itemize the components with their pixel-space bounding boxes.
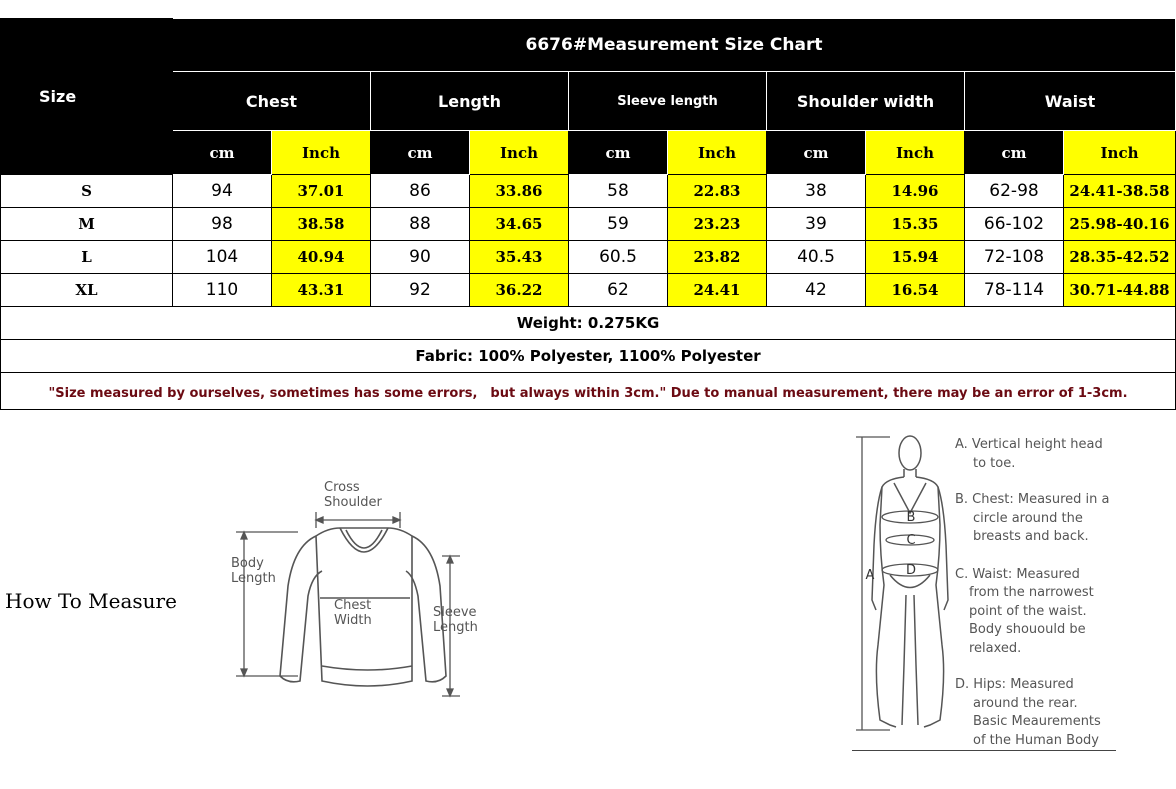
legend-line: point of the waist. xyxy=(969,603,1087,619)
legend-line: to toe. xyxy=(973,455,1016,471)
sleeve-inch-cell: 24.41 xyxy=(668,274,767,307)
sleeve-cm-cell: 59 xyxy=(569,208,668,241)
legend-item-d xyxy=(955,676,1155,750)
unit-cm-header: cm xyxy=(173,131,272,175)
length-cm-cell: 86 xyxy=(371,175,470,208)
chest-cm-cell: 94 xyxy=(173,175,272,208)
waist-inch-cell: 24.41-38.58 xyxy=(1064,175,1176,208)
waist-inch-cell: 30.71-44.88 xyxy=(1064,274,1176,307)
group-header-length: Length xyxy=(371,72,569,131)
chest-width-label-line: Width xyxy=(334,613,372,628)
sleeve-length-label xyxy=(433,605,478,635)
unit-inch-header: Inch xyxy=(668,131,767,175)
cross-shoulder-label-line: Shoulder xyxy=(324,495,382,510)
body-length-label-line: Length xyxy=(231,571,276,586)
unit-cm-header: cm xyxy=(569,131,668,175)
group-header-waist: Waist xyxy=(965,72,1176,131)
legend-line: from the narrowest xyxy=(969,585,1094,600)
chest-inch-cell: 38.58 xyxy=(272,208,371,241)
chest-width-label xyxy=(334,598,372,628)
shoulder-inch-cell: 15.35 xyxy=(866,208,965,241)
size-cell: XL xyxy=(1,274,173,307)
size-cell: L xyxy=(1,241,173,274)
table-row xyxy=(1,208,1176,241)
length-cm-cell: 92 xyxy=(371,274,470,307)
waist-inch-cell: 25.98-40.16 xyxy=(1064,208,1176,241)
legend-line: of the Human Body xyxy=(973,732,1099,748)
size-cell: M xyxy=(1,208,173,241)
how-to-measure-label: How To Measure xyxy=(5,589,177,613)
legend-line: relaxed. xyxy=(969,640,1022,656)
table-row xyxy=(1,274,1176,307)
shoulder-inch-cell: 14.96 xyxy=(866,175,965,208)
legend-line: breasts and back. xyxy=(973,529,1089,544)
sleeve-length-label-line: Sleeve xyxy=(433,605,477,620)
legend-line: Body shouould be xyxy=(969,622,1086,637)
unit-cm-header: cm xyxy=(767,131,866,175)
legend-item-b xyxy=(955,491,1155,547)
sleeve-length-label-line: Length xyxy=(433,620,478,635)
legend-line: circle around the xyxy=(973,510,1083,526)
cross-shoulder-label xyxy=(324,480,382,510)
sweater-measure-illustration xyxy=(228,476,508,706)
chest-cm-cell: 104 xyxy=(173,241,272,274)
legend-line: D. Hips: Measured xyxy=(955,677,1074,692)
legend-line: A. Vertical height head xyxy=(955,437,1103,452)
chest-inch-cell: 40.94 xyxy=(272,241,371,274)
table-row xyxy=(1,175,1176,208)
waist-cm-cell: 66-102 xyxy=(965,208,1064,241)
sleeve-inch-cell: 23.82 xyxy=(668,241,767,274)
legend-line: around the rear. xyxy=(973,695,1078,711)
baseline-divider xyxy=(852,750,1116,751)
measurement-note: "Size measured by ourselves, sometimes has some errors, but always within 3cm." Due to manual measurement, there may be an error of 1-3cm. xyxy=(1,373,1176,410)
chart-title: 6676#Measurement Size Chart xyxy=(173,19,1176,72)
shoulder-cm-cell: 38 xyxy=(767,175,866,208)
length-inch-cell: 33.86 xyxy=(470,175,569,208)
waist-cm-cell: 62-98 xyxy=(965,175,1064,208)
waist-cm-cell: 78-114 xyxy=(965,274,1064,307)
shoulder-cm-cell: 40.5 xyxy=(767,241,866,274)
shoulder-inch-cell: 16.54 xyxy=(866,274,965,307)
length-inch-cell: 35.43 xyxy=(470,241,569,274)
marker-a: A xyxy=(865,568,875,583)
group-header-shoulder-width: Shoulder width xyxy=(767,72,965,131)
legend-line: C. Waist: Measured xyxy=(955,566,1080,582)
group-header-chest: Chest xyxy=(173,72,371,131)
marker-d: D xyxy=(905,563,917,578)
unit-inch-header: Inch xyxy=(272,131,371,175)
waist-inch-cell: 28.35-42.52 xyxy=(1064,241,1176,274)
unit-inch-header: Inch xyxy=(470,131,569,175)
marker-b: B xyxy=(906,510,916,525)
chest-inch-cell: 43.31 xyxy=(272,274,371,307)
human-body-illustration xyxy=(850,425,970,755)
unit-cm-header: cm xyxy=(371,131,470,175)
legend-item-c xyxy=(955,566,1155,659)
marker-c: C xyxy=(906,533,916,548)
size-column-header: Size xyxy=(1,19,173,175)
length-inch-cell: 34.65 xyxy=(470,208,569,241)
chest-cm-cell: 110 xyxy=(173,274,272,307)
measurement-legend xyxy=(955,436,1155,750)
length-cm-cell: 88 xyxy=(371,208,470,241)
cross-shoulder-label-line: Cross xyxy=(324,480,360,495)
chest-width-label-line: Chest xyxy=(334,598,372,613)
chest-cm-cell: 98 xyxy=(173,208,272,241)
shoulder-inch-cell: 15.94 xyxy=(866,241,965,274)
shoulder-cm-cell: 39 xyxy=(767,208,866,241)
sleeve-cm-cell: 60.5 xyxy=(569,241,668,274)
legend-item-a xyxy=(955,436,1155,473)
sleeve-cm-cell: 58 xyxy=(569,175,668,208)
length-inch-cell: 36.22 xyxy=(470,274,569,307)
fabric-info: Fabric: 100% Polyester, 1100% Polyester xyxy=(1,340,1176,373)
shoulder-cm-cell: 42 xyxy=(767,274,866,307)
group-header-sleeve-length: Sleeve length xyxy=(569,72,767,131)
unit-inch-header: Inch xyxy=(1064,131,1176,175)
sleeve-inch-cell: 22.83 xyxy=(668,175,767,208)
sleeve-inch-cell: 23.23 xyxy=(668,208,767,241)
chest-inch-cell: 37.01 xyxy=(272,175,371,208)
body-length-label-line: Body xyxy=(231,556,264,571)
length-cm-cell: 90 xyxy=(371,241,470,274)
unit-inch-header: Inch xyxy=(866,131,965,175)
size-cell: S xyxy=(1,175,173,208)
waist-cm-cell: 72-108 xyxy=(965,241,1064,274)
legend-line: Basic Meaurements xyxy=(973,714,1101,729)
body-length-label xyxy=(231,556,276,586)
legend-line: B. Chest: Measured in a xyxy=(955,492,1110,507)
table-row xyxy=(1,241,1176,274)
unit-cm-header: cm xyxy=(965,131,1064,175)
sleeve-cm-cell: 62 xyxy=(569,274,668,307)
weight-info: Weight: 0.275KG xyxy=(1,307,1176,340)
size-chart-table xyxy=(0,18,1176,410)
